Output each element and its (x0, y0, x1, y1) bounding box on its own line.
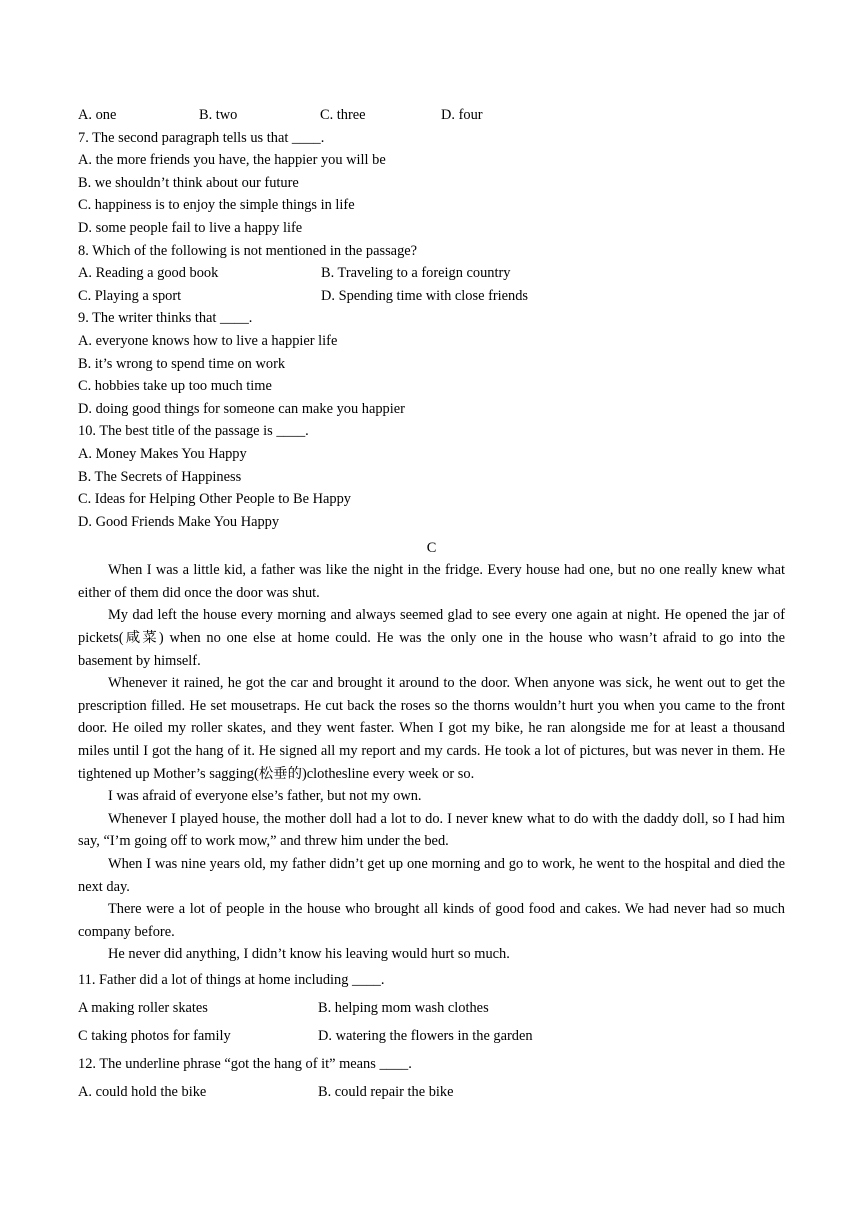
document-page (78, 104, 785, 1106)
q7-stem: 7. The second paragraph tells us that ____. (78, 129, 325, 146)
q8-options-row-2 (78, 285, 785, 308)
q10-stem: 10. The best title of the passage is ____. (78, 423, 309, 440)
passage-paragraph-1: When I was a little kid, a father was like the night in the fridge. Every house had one, but no one really knew what either of them did once the door was shut. (78, 562, 785, 601)
q11-stem: 11. Father did a lot of things at home including ____. (78, 971, 385, 988)
q6-option-c: C. three (320, 107, 366, 123)
q9-option-d: D. doing good things for someone can make you happier (78, 400, 405, 417)
section-c-heading: C (426, 540, 437, 557)
q8-stem: 8. Which of the following is not mentioned in the passage? (78, 242, 418, 259)
q6-option-b: B. two (199, 107, 238, 123)
passage-paragraph-6: When I was nine years old, my father didn’t get up one morning and go to work, he went to the hospital and died the next day. (78, 856, 785, 895)
passage-paragraph-3: Whenever it rained, he got the car and brought it around to the door. When anyone was sick, he went out to get the prescription filled. He set mousetraps. He cut back the roses so the thorns wouldn’t hurt you when you came to the front door. He oiled my roller skates, and they went faster. When I got my bike, he ran alongside me for at least a thousand miles until I got the hang of it. He signed all my report and my cards. He took a lot of pictures, but was never in them. He tightened up Mother’s sagging(松垂的)clothesline every week or so. (78, 675, 785, 782)
q7-option-b: B. we shouldn’t think about our future (78, 174, 299, 191)
q8-option-c: C. Playing a sport (78, 287, 182, 304)
passage-paragraph-7: There were a lot of people in the house who brought all kinds of good food and cakes. We had never had so much company before. (78, 901, 785, 940)
q10-option-d: D. Good Friends Make You Happy (78, 513, 280, 530)
passage-paragraph-8: He never did anything, I didn’t know his leaving would hurt so much. (108, 946, 510, 963)
q9-stem: 9. The writer thinks that ____. (78, 310, 253, 327)
q12-option-b: B. could repair the bike (318, 1083, 454, 1100)
q9-option-b: B. it’s wrong to spend time on work (78, 355, 286, 372)
q8-option-b: B. Traveling to a foreign country (321, 265, 511, 282)
q10-option-c: C. Ideas for Helping Other People to Be Happy (78, 491, 351, 508)
q11-options-row-2 (78, 1022, 785, 1050)
q8-options-row-1 (78, 262, 785, 285)
q12-stem: 12. The underline phrase “got the hang of it” means ____. (78, 1055, 412, 1072)
q11-option-d: D. watering the flowers in the garden (318, 1027, 533, 1044)
q6-option-a: A. one (78, 107, 117, 123)
q7-option-a: A. the more friends you have, the happier you will be (78, 152, 386, 169)
q11-option-a: A making roller skates (78, 999, 208, 1016)
q8-option-a: A. Reading a good book (78, 265, 219, 282)
q12-option-a: A. could hold the bike (78, 1083, 207, 1100)
q11-option-b: B. helping mom wash clothes (318, 999, 489, 1016)
passage-paragraph-2: My dad left the house every morning and always seemed glad to see every one again at night. He opened the jar of pickets(咸菜) when no one else at home could. He was the only one in the house who wasn’t afraid to go into the basement by himself. (78, 607, 785, 669)
q10-option-a: A. Money Makes You Happy (78, 445, 247, 462)
q9-option-c: C. hobbies take up too much time (78, 378, 272, 395)
q11-option-c: C taking photos for family (78, 1027, 231, 1044)
q6-option-d: D. four (441, 107, 483, 123)
passage-paragraph-5: Whenever I played house, the mother doll had a lot to do. I never knew what to do with the daddy doll, so I had him say, “I’m going off to work mow,” and threw him under the bed. (78, 810, 785, 850)
q6-options (78, 104, 785, 127)
q7-option-c: C. happiness is to enjoy the simple things in life (78, 197, 355, 214)
q10-option-b: B. The Secrets of Happiness (78, 468, 242, 485)
q12-options-row-1 (78, 1078, 785, 1106)
passage-paragraph-4: I was afraid of everyone else’s father, but not my own. (108, 788, 422, 805)
q7-option-d: D. some people fail to live a happy life (78, 219, 303, 236)
q11-options-row-1 (78, 994, 785, 1022)
q9-option-a: A. everyone knows how to live a happier life (78, 332, 338, 349)
q8-option-d: D. Spending time with close friends (321, 287, 529, 304)
